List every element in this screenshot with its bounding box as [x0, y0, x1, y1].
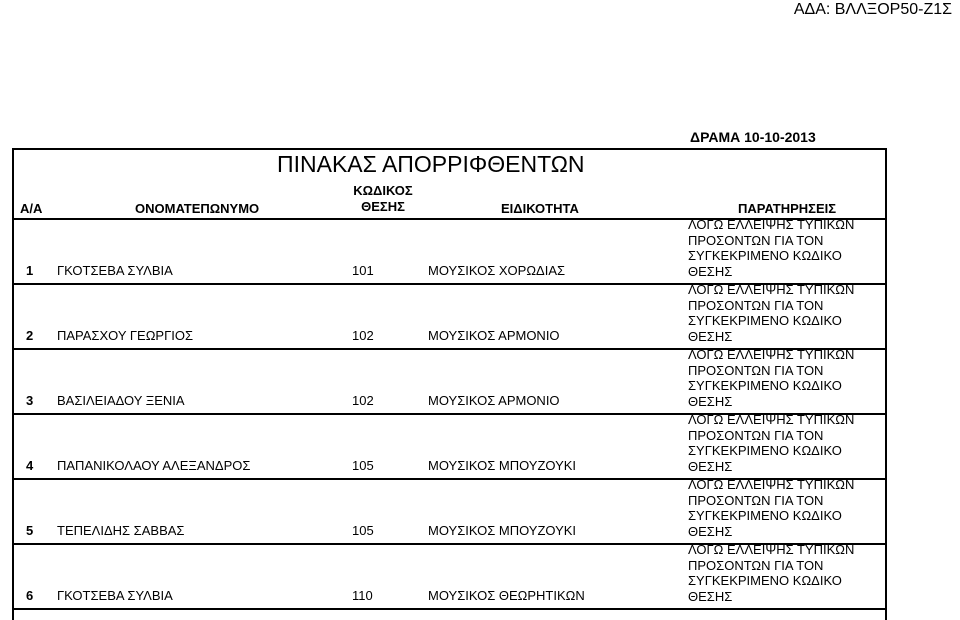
row-number: 3 — [26, 393, 34, 408]
row-code: 105 — [352, 458, 374, 473]
row-note-line: ΛΟΓΩ ΕΛΛΕΙΨΗΣ ΤΥΠΙΚΩΝ — [688, 347, 855, 362]
column-header-code-line1: ΚΩΔΙΚΟΣ — [353, 183, 413, 198]
row-note-line: ΣΥΓΚΕΚΡΙΜΕΝΟ ΚΩΔΙΚΟ ΘΕΣΗΣ — [688, 378, 842, 409]
row-number: 4 — [26, 458, 34, 473]
row-note-line: ΣΥΓΚΕΚΡΙΜΕΝΟ ΚΩΔΙΚΟ ΘΕΣΗΣ — [688, 248, 842, 279]
row-note-line: ΛΟΓΩ ΕΛΛΕΙΨΗΣ ΤΥΠΙΚΩΝ — [688, 412, 855, 427]
row-note-line: ΛΟΓΩ ΕΛΛΕΙΨΗΣ ΤΥΠΙΚΩΝ — [688, 282, 855, 297]
row-specialty: ΜΟΥΣΙΚΟΣ ΑΡΜΟΝΙΟ — [428, 393, 560, 408]
row-name: ΒΑΣΙΛΕΙΑΔΟΥ ΞΕΝΙΑ — [57, 393, 185, 408]
row-specialty: ΜΟΥΣΙΚΟΣ ΘΕΩΡΗΤΙΚΩΝ — [428, 588, 585, 603]
row-specialty: ΜΟΥΣΙΚΟΣ ΜΠΟΥΖΟΥΚΙ — [428, 458, 577, 473]
row-code: 110 — [352, 588, 373, 603]
row-number: 2 — [26, 328, 34, 343]
table-row — [14, 542, 885, 610]
row-code: 105 — [352, 523, 374, 538]
row-name: ΓΚΟΤΣΕΒΑ ΣΥΛΒΙΑ — [57, 263, 173, 278]
column-header-notes: ΠΑΡΑΤΗΡΗΣΕΙΣ — [738, 201, 837, 216]
row-number: 5 — [26, 523, 34, 538]
row-note-line: ΛΟΓΩ ΕΛΛΕΙΨΗΣ ΤΥΠΙΚΩΝ — [688, 542, 855, 557]
row-number: 6 — [26, 588, 34, 603]
row-specialty: ΜΟΥΣΙΚΟΣ ΧΟΡΩΔΙΑΣ — [428, 263, 566, 278]
row-specialty: ΜΟΥΣΙΚΟΣ ΜΠΟΥΖΟΥΚΙ — [428, 523, 577, 538]
row-name: ΓΚΟΤΣΕΒΑ ΣΥΛΒΙΑ — [57, 588, 173, 603]
row-code: 101 — [352, 263, 374, 278]
column-header-aa: Α/Α — [20, 201, 43, 216]
row-note-line: ΣΥΓΚΕΚΡΙΜΕΝΟ ΚΩΔΙΚΟ ΘΕΣΗΣ — [688, 508, 842, 539]
table-row — [14, 282, 885, 350]
row-code: 102 — [352, 393, 374, 408]
table-row — [14, 412, 885, 480]
column-header-name: ΟΝΟΜΑΤΕΠΩΝΥΜΟ — [135, 201, 260, 216]
page-title: ΠΙΝΑΚΑΣ ΑΠΟΡΡΙΦΘΕΝΤΩΝ — [277, 151, 585, 177]
row-note — [688, 542, 885, 604]
row-note-line: ΠΡΟΣΟΝΤΩΝ ΓΙΑ ΤΟΝ — [688, 557, 824, 573]
row-name: ΤΕΠΕΛΙΔΗΣ ΣΑΒΒΑΣ — [57, 523, 185, 538]
row-note-line: ΣΥΓΚΕΚΡΙΜΕΝΟ ΚΩΔΙΚΟ ΘΕΣΗΣ — [688, 573, 842, 604]
document-date: ΔΡΑΜΑ 10-10-2013 — [690, 129, 816, 145]
row-code: 102 — [352, 328, 374, 343]
row-note-line: ΠΡΟΣΟΝΤΩΝ ΓΙΑ ΤΟΝ — [688, 297, 824, 313]
row-note-line: ΛΟΓΩ ΕΛΛΕΙΨΗΣ ΤΥΠΙΚΩΝ — [688, 477, 855, 492]
column-header-code-line2: ΘΕΣΗΣ — [361, 199, 405, 214]
row-note-line: ΠΡΟΣΟΝΤΩΝ ΓΙΑ ΤΟΝ — [688, 362, 824, 378]
table-row — [14, 347, 885, 415]
rejected-table — [12, 148, 887, 620]
row-note-line: ΛΟΓΩ ΕΛΛΕΙΨΗΣ ΤΥΠΙΚΩΝ — [688, 217, 855, 232]
row-note — [688, 282, 885, 344]
row-note — [688, 477, 885, 539]
row-note-line: ΠΡΟΣΟΝΤΩΝ ΓΙΑ ΤΟΝ — [688, 232, 824, 248]
table-row — [14, 477, 885, 545]
table-row — [14, 217, 885, 285]
column-header-code — [344, 183, 422, 215]
row-note — [688, 217, 885, 279]
ada-code: ΑΔΑ: ΒΛΛΞΟΡ50-Ζ1Σ — [793, 1, 952, 18]
row-name: ΠΑΡΑΣΧΟΥ ΓΕΩΡΓΙΟΣ — [57, 328, 194, 343]
column-header-specialty: ΕΙΔΙΚΟΤΗΤΑ — [501, 201, 579, 216]
row-name: ΠΑΠΑΝΙΚΟΛΑΟΥ ΑΛΕΞΑΝΔΡΟΣ — [57, 458, 251, 473]
row-number: 1 — [26, 263, 34, 278]
row-note-line: ΠΡΟΣΟΝΤΩΝ ΓΙΑ ΤΟΝ — [688, 492, 824, 508]
row-note-line: ΣΥΓΚΕΚΡΙΜΕΝΟ ΚΩΔΙΚΟ ΘΕΣΗΣ — [688, 313, 842, 344]
row-note — [688, 347, 885, 409]
row-note-line: ΠΡΟΣΟΝΤΩΝ ΓΙΑ ΤΟΝ — [688, 427, 824, 443]
row-note-line: ΣΥΓΚΕΚΡΙΜΕΝΟ ΚΩΔΙΚΟ ΘΕΣΗΣ — [688, 443, 842, 474]
row-specialty: ΜΟΥΣΙΚΟΣ ΑΡΜΟΝΙΟ — [428, 328, 560, 343]
row-note — [688, 412, 885, 474]
table-header — [14, 150, 885, 220]
